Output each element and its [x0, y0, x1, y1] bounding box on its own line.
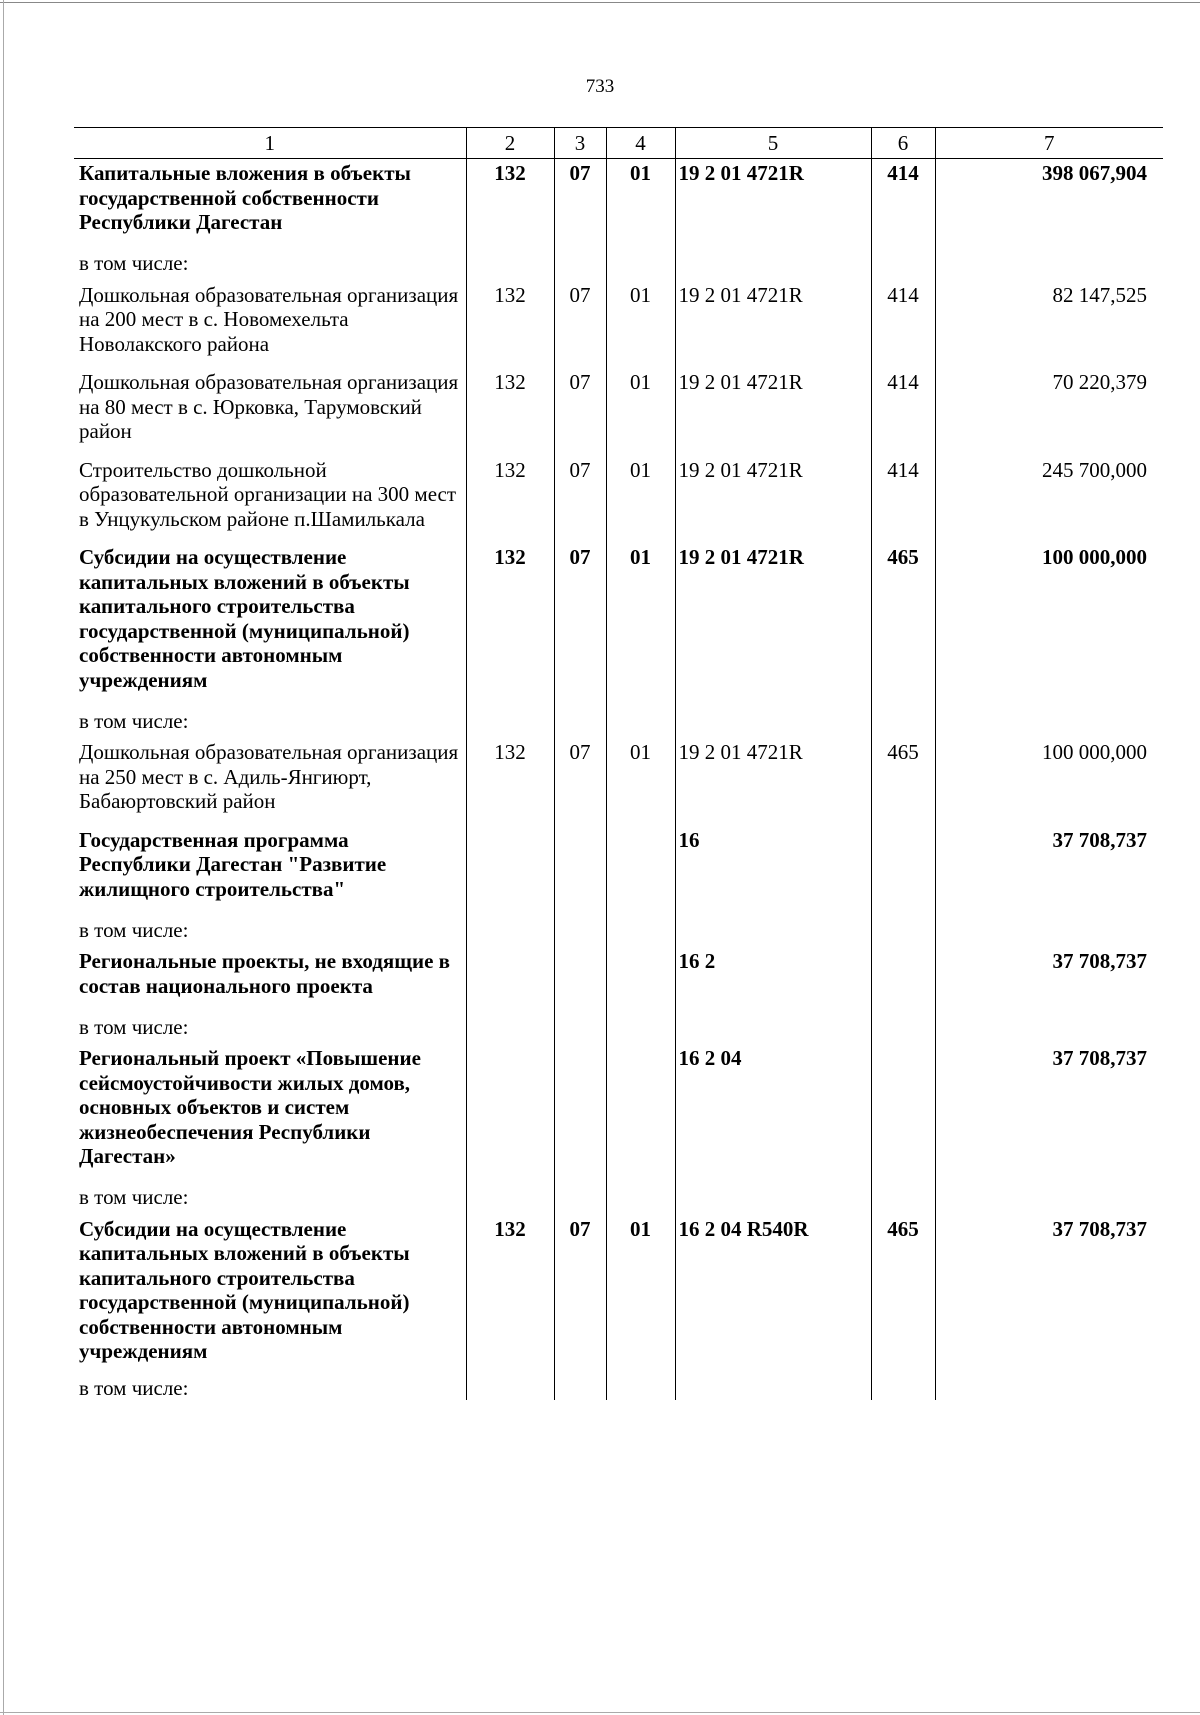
table-row	[74, 543, 1163, 704]
cell-col-5: 19 2 01 4721R	[675, 368, 871, 456]
cell-col-5: 16 2 04	[675, 1044, 871, 1181]
cell-col-6: 414	[871, 368, 935, 456]
cell-name: Региональный проект «Повышение сейсмоустойчивости жилых домов, основных объектов и систем жизнеобеспечения Республики Дагестан»	[79, 1046, 421, 1168]
cell-col-7: 37 708,737	[935, 1044, 1163, 1181]
cell-col-4: 01	[606, 543, 675, 704]
cell-col-7: 100 000,000	[935, 543, 1163, 704]
cell-col-6: 414	[871, 159, 935, 247]
header-col-3: 3	[554, 128, 606, 159]
budget-table-container	[74, 127, 1163, 1400]
cell-col-2: 132	[466, 159, 554, 247]
cell-col-2: 132	[466, 738, 554, 826]
cell-col-3	[554, 947, 606, 1010]
cell-col-3: 07	[554, 456, 606, 544]
scan-edge-top	[0, 2, 1200, 3]
cell-col-2: 132	[466, 368, 554, 456]
cell-name: в том числе:	[79, 1185, 189, 1210]
cell-name: в том числе:	[79, 708, 189, 733]
cell-col-2	[466, 247, 554, 281]
cell-col-6	[871, 247, 935, 281]
cell-col-2	[466, 704, 554, 738]
cell-col-6	[871, 826, 935, 914]
cell-name: в том числе:	[79, 251, 189, 276]
scan-edge-left	[3, 0, 4, 1715]
cell-col-7	[935, 704, 1163, 738]
cell-name: Дошкольная образовательная организация на 200 мест в с. Новомехельта Новолакского района	[79, 282, 459, 356]
cell-col-3: 07	[554, 159, 606, 247]
table-row	[74, 826, 1163, 914]
cell-col-6	[871, 1010, 935, 1044]
cell-col-2	[466, 826, 554, 914]
cell-col-7	[935, 1181, 1163, 1215]
cell-col-5	[675, 1181, 871, 1215]
table-row	[74, 281, 1163, 369]
cell-col-6: 414	[871, 456, 935, 544]
cell-col-4: 01	[606, 456, 675, 544]
header-row	[74, 128, 1163, 159]
cell-col-5	[675, 1376, 871, 1401]
cell-col-6	[871, 947, 935, 1010]
cell-col-3: 07	[554, 368, 606, 456]
cell-col-5: 16 2	[675, 947, 871, 1010]
cell-col-7: 37 708,737	[935, 947, 1163, 1010]
cell-col-4: 01	[606, 281, 675, 369]
cell-col-4	[606, 1044, 675, 1181]
cell-col-7: 37 708,737	[935, 1215, 1163, 1376]
cell-col-5	[675, 1010, 871, 1044]
cell-col-6: 414	[871, 281, 935, 369]
cell-col-2	[466, 1044, 554, 1181]
cell-col-2	[466, 1010, 554, 1044]
cell-col-3	[554, 913, 606, 947]
cell-col-4: 01	[606, 368, 675, 456]
table-header	[74, 128, 1163, 159]
cell-col-3	[554, 1044, 606, 1181]
cell-col-6: 465	[871, 1215, 935, 1376]
cell-col-6	[871, 704, 935, 738]
cell-col-5	[675, 704, 871, 738]
cell-col-4	[606, 913, 675, 947]
cell-col-2	[466, 1376, 554, 1401]
cell-col-3: 07	[554, 281, 606, 369]
cell-col-7	[935, 1010, 1163, 1044]
cell-col-7	[935, 1376, 1163, 1401]
header-col-4: 4	[606, 128, 675, 159]
header-col-1: 1	[74, 128, 466, 159]
cell-col-4	[606, 826, 675, 914]
cell-col-5: 19 2 01 4721R	[675, 456, 871, 544]
cell-col-3	[554, 826, 606, 914]
table-row	[74, 1010, 1163, 1044]
cell-col-5: 16 2 04 R540R	[675, 1215, 871, 1376]
cell-col-3: 07	[554, 738, 606, 826]
budget-table	[74, 127, 1163, 1400]
table-row	[74, 1044, 1163, 1181]
cell-col-3	[554, 1181, 606, 1215]
cell-col-5: 19 2 01 4721R	[675, 159, 871, 247]
cell-name: Дошкольная образовательная организация на 250 мест в с. Адиль-Янгиюрт, Бабаюртовский район	[79, 740, 459, 813]
cell-col-4	[606, 247, 675, 281]
cell-col-2: 132	[466, 281, 554, 369]
cell-col-3: 07	[554, 543, 606, 704]
scan-edge-bottom	[0, 1712, 1200, 1713]
cell-name: Капитальные вложения в объекты государственной собственности Республики Дагестан	[79, 161, 411, 234]
cell-col-6	[871, 1044, 935, 1181]
cell-col-5	[675, 247, 871, 281]
table-row	[74, 704, 1163, 738]
cell-col-4: 01	[606, 1215, 675, 1376]
table-body	[74, 159, 1163, 1401]
table-row	[74, 247, 1163, 281]
header-col-2: 2	[466, 128, 554, 159]
cell-col-6: 465	[871, 738, 935, 826]
cell-col-2	[466, 947, 554, 1010]
cell-name: Субсидии на осуществление капитальных вложений в объекты капитального строительства государственной (муниципальной) собственности автономным учреждениям	[79, 1216, 410, 1363]
cell-col-6	[871, 1181, 935, 1215]
table-row	[74, 159, 1163, 247]
cell-col-7: 100 000,000	[935, 738, 1163, 826]
page-number: 733	[585, 76, 615, 97]
header-col-7: 7	[935, 128, 1163, 159]
cell-col-2	[466, 1181, 554, 1215]
cell-name: в том числе:	[79, 1014, 189, 1039]
cell-name: Субсидии на осуществление капитальных вложений в объекты капитального строительства государственной (муниципальной) собственности автономным учреждениям	[79, 545, 410, 692]
cell-name: Государственная программа Республики Дагестан "Развитие жилищного строительства"	[79, 827, 387, 901]
cell-col-4: 01	[606, 159, 675, 247]
table-row	[74, 456, 1163, 544]
cell-col-7: 245 700,000	[935, 456, 1163, 544]
cell-col-3	[554, 1376, 606, 1401]
cell-name: в том числе:	[79, 917, 189, 942]
cell-col-7	[935, 247, 1163, 281]
cell-col-5	[675, 913, 871, 947]
cell-col-4	[606, 947, 675, 1010]
cell-col-3	[554, 1010, 606, 1044]
cell-col-7: 398 067,904	[935, 159, 1163, 247]
cell-col-2: 132	[466, 1215, 554, 1376]
cell-col-7: 82 147,525	[935, 281, 1163, 369]
table-row	[74, 1215, 1163, 1376]
cell-col-3	[554, 247, 606, 281]
cell-name: Региональные проекты, не входящие в состав национального проекта	[79, 949, 450, 998]
table-row	[74, 947, 1163, 1010]
cell-col-7: 37 708,737	[935, 826, 1163, 914]
cell-col-7: 70 220,379	[935, 368, 1163, 456]
cell-col-5: 16	[675, 826, 871, 914]
table-row	[74, 1376, 1163, 1401]
cell-col-2: 132	[466, 456, 554, 544]
cell-col-5: 19 2 01 4721R	[675, 738, 871, 826]
table-row	[74, 368, 1163, 456]
cell-col-4	[606, 1181, 675, 1215]
cell-name: Дошкольная образовательная организация на 80 мест в с. Юрковка, Тарумовский район	[79, 370, 459, 443]
cell-col-2: 132	[466, 543, 554, 704]
cell-name: Строительство дошкольной образовательной организации на 300 мест в Унцукульском районе п.Шамилькала	[79, 457, 457, 531]
cell-col-3	[554, 704, 606, 738]
cell-col-6	[871, 1376, 935, 1401]
cell-col-7	[935, 913, 1163, 947]
cell-col-5: 19 2 01 4721R	[675, 281, 871, 369]
cell-col-4	[606, 1010, 675, 1044]
cell-name: в том числе:	[79, 1375, 189, 1400]
cell-col-4: 01	[606, 738, 675, 826]
cell-col-4	[606, 704, 675, 738]
cell-col-6	[871, 913, 935, 947]
cell-col-5: 19 2 01 4721R	[675, 543, 871, 704]
table-row	[74, 913, 1163, 947]
header-col-6: 6	[871, 128, 935, 159]
cell-col-3: 07	[554, 1215, 606, 1376]
table-row	[74, 1181, 1163, 1215]
cell-col-6: 465	[871, 543, 935, 704]
cell-col-2	[466, 913, 554, 947]
header-col-5: 5	[675, 128, 871, 159]
cell-col-4	[606, 1376, 675, 1401]
table-row	[74, 738, 1163, 826]
